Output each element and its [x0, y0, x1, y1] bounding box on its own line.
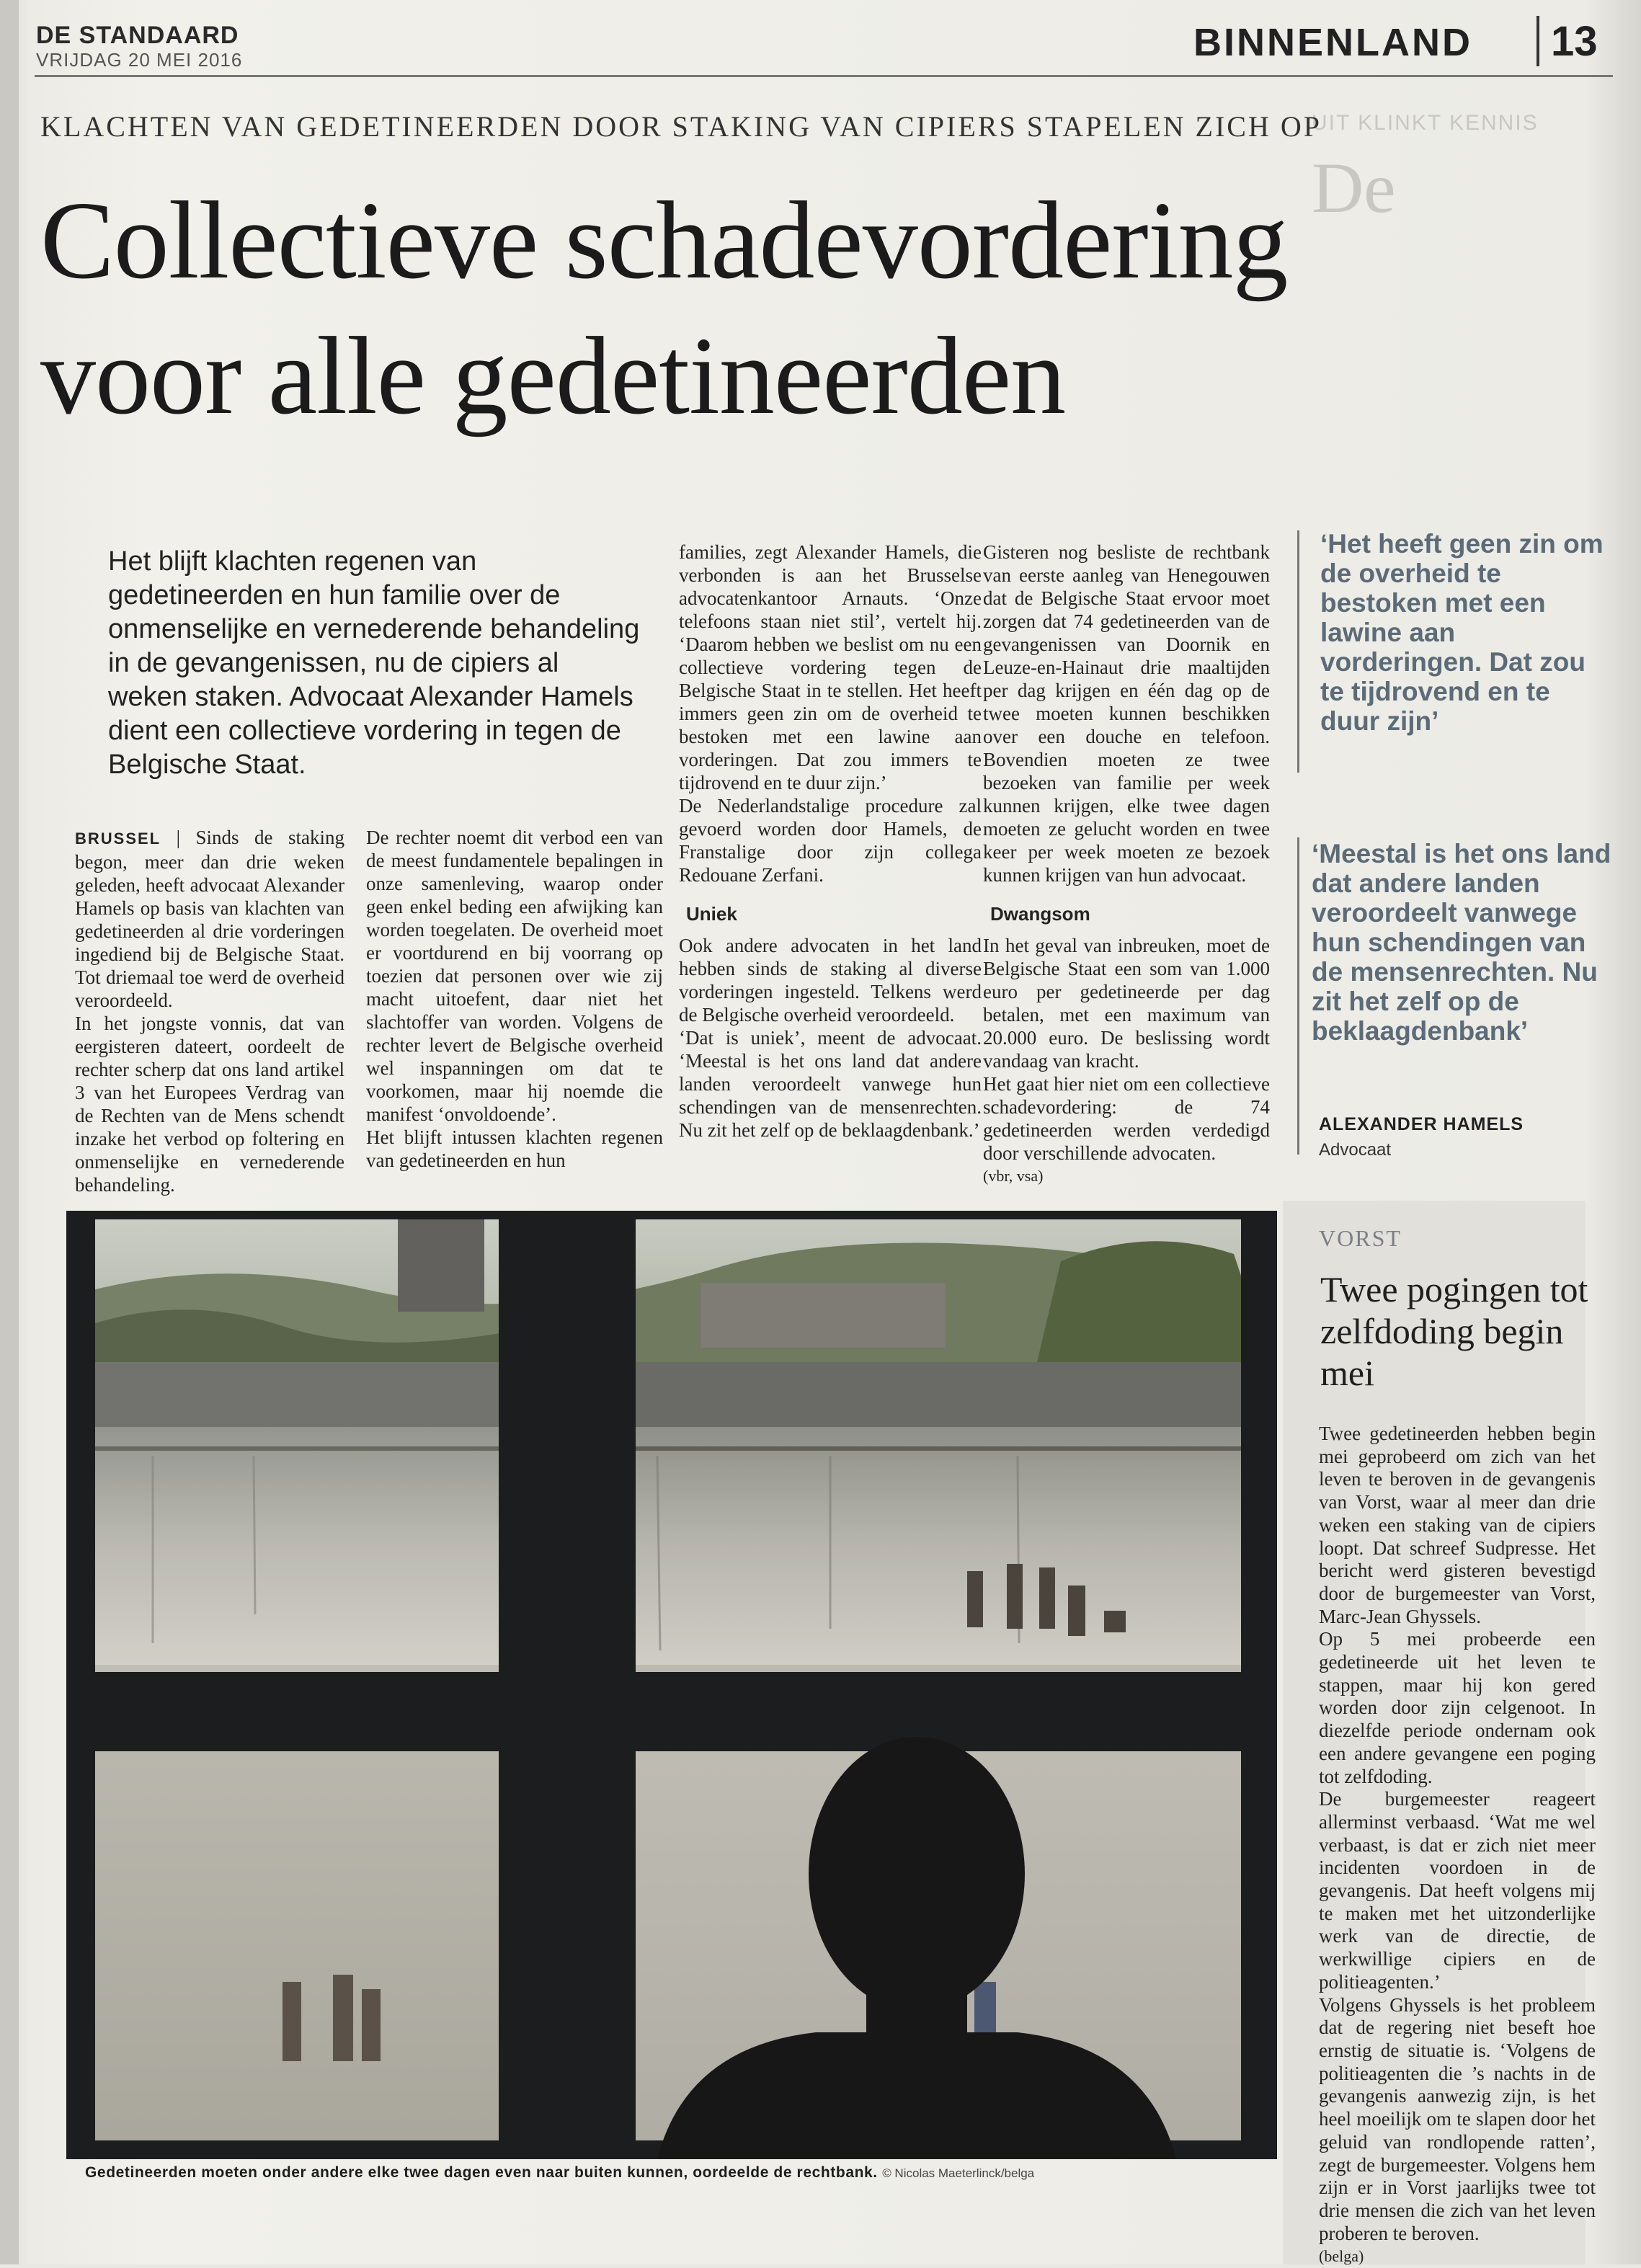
- paragraph: De rechter noemt dit verbod een van de meest fundamentele bepalingen in onze samenleving, waarop onder geen enkel beding een afwijking kan worden toegelaten. De overheid moet er voortdurend en bij voorrang op toezien dat personen over wie zij macht uitoefent, daar niet het slachtoffer van worden. Volgens de rechter levert de Belgische overheid wel inspanningen om dat te voorkomen, maar hij noemde die manifest ‘onvoldoende’.: [366, 827, 663, 1125]
- paragraph: ‘Dat is uniek’, meent de advocaat. ‘Meestal is het ons land dat andere landen veroordeelt vanwege hun schendingen van de mensenrechten. Nu zit het zelf op de beklaagdenbank.’: [679, 1027, 982, 1141]
- paragraph: In het geval van inbreuken, moet de Belgische Staat een som van 1.000 euro per gedetineerde per dag betalen, met een maximum van 20.000 euro. De beslissing wordt vandaag van kracht.: [983, 935, 1270, 1072]
- quote-rule: [1297, 837, 1299, 1155]
- paragraph: In het jongste vonnis, dat van eergisteren dateert, oordeelt de rechter scherp dat ons land artikel 3 van het Europees Verdrag van de Rechten van de Mens schendt inzake het verbod op foltering en onmenselijke en vernederende behandeling.: [75, 1013, 344, 1196]
- section-title: BINNENLAND: [1193, 21, 1472, 64]
- quote-rule: [1297, 530, 1299, 773]
- article-dateline: BRUSSEL: [75, 830, 161, 848]
- caption-text: Gedetineerden moeten onder andere elke twee dagen even naar buiten kunnen, oordeelde de rechtbank.: [85, 2164, 878, 2181]
- paragraph: Twee gedetineerden hebben begin mei geprobeerd om zich van het leven te beroven in de gevangenis van Vorst, waar al meer dan drie weken een staking van de cipiers loopt. Dat schreef Sudpresse. Het bericht werd gisteren bevestigd door de burgemeester van Vorst, Marc-Jean Ghyssels.: [1319, 1423, 1596, 1627]
- quote-attribution-role: Advocaat: [1319, 1140, 1392, 1160]
- paper-name: DE STANDAARD: [36, 22, 239, 49]
- article-column-2: [366, 826, 663, 1172]
- pull-quote-1: ‘Het heeft geen zin om de overheid te bestoken met een lawine aan vorderingen. Dat zou te tijdrovend en te duur zijn’: [1320, 529, 1604, 736]
- paragraph: families, zegt Alexander Hamels, die verbonden is aan het Brusselse advocatenkantoor Arnauts. ‘Onze telefoons staan niet stil’, vertelt hij. ‘Daarom hebben we beslist om nu een collectieve vordering tegen de Belgische Staat in te stellen. Het heeft immers geen zin om de overheid te bestoken met een lawine aan vorderingen. Dat zou immers te tijdrovend en te duur zijn.’: [679, 541, 982, 793]
- prison-yard-photo: [66, 1211, 1277, 2159]
- paragraph: Volgens Ghyssels is het probleem dat de regering niet beseft hoe ernstig de situatie is. ‘Volgens de politieagenten die ’s nachts in de gevangenis aanwezig zijn, is het heel moeilijk om te slapen door het geluid van rondlopende ratten’, zegt de burgemeester. Volgens hem zijn er in Vorst jaarlijks twee tot drie mensen die zich van het leven proberen te beroven.: [1319, 1993, 1596, 2244]
- page-number: 13: [1551, 18, 1598, 65]
- sidebar-topic: VORST: [1319, 1225, 1402, 1251]
- sidebar-headline: Twee pogingen tot zelfdoding begin mei: [1320, 1269, 1588, 1393]
- article-headline: Collectieve schadevordering voor alle gedetineerden: [40, 179, 1288, 437]
- paragraph: Gisteren nog besliste de rechtbank van eerste aanleg van Henegouwen dat de Belgische Staat ervoor moet zorgen dat 74 gedetineerden van de gevangenissen van Doornik en Leuze-en-Hainaut drie maaltijden per dag krijgen en één dag op de twee moeten kunnen beschikken over een douche en telefoon. Bovendien moeten ze twee bezoeken van familie per week kunnen krijgen, elke twee dagen moeten ze gelucht worden en twee keer per week moeten ze bezoek kunnen krijgen van hun advocaat.: [983, 541, 1270, 886]
- paragraph: Sinds de staking begon, meer dan drie weken geleden, heeft advocaat Alexander Hamels op basis van klachten van gedetineerden al drie vorderingen ingediend bij de Belgische Staat. Tot driemaal toe werd de overheid veroordeeld.: [75, 827, 344, 1011]
- article-photo: [66, 1211, 1277, 2159]
- sidebar-body: [1319, 1423, 1596, 2268]
- ghost-headline: De: [1312, 148, 1396, 228]
- ghost-kicker: UIT KLINKT KENNIS: [1312, 111, 1539, 135]
- issue-date: VRIJDAG 20 MEI 2016: [36, 49, 243, 71]
- section-divider: [1537, 16, 1539, 66]
- article-lead: Het blijft klachten regenen van gedetineerden en hun familie over de onmenselijke en vernederende behandeling in de gevangenissen, nu de cipiers al weken staken. Advocaat Alexander Hamels dient een collectieve vordering in tegen de Belgische Staat.: [108, 546, 640, 780]
- paragraph: De Nederlandstalige procedure zal gevoerd worden door Hamels, de Franstalige door zijn collega Redouane Zerfani.: [679, 795, 982, 886]
- subhead-uniek: Uniek: [686, 903, 737, 925]
- article-column-4: [983, 541, 1270, 1188]
- sidebar-credit: (belga): [1319, 2247, 1364, 2266]
- photo-credit: © Nicolas Maeterlinck/belga: [882, 2166, 1035, 2180]
- paragraph: Op 5 mei probeerde een gedetineerde uit het leven te stappen, maar hij kon gered worden door zijn celgenoot. In diezelfde periode ondernam ook een andere gevangene een poging tot zelfdoding.: [1319, 1628, 1596, 1787]
- paragraph: Het gaat hier niet om een collectieve schadevordering: de 74 gedetineerden werden verdedigd door verschillende advocaten.: [983, 1073, 1270, 1164]
- article-credit: (vbr, vsa): [983, 1167, 1044, 1185]
- header-rule: [35, 75, 1613, 77]
- paragraph: Ook andere advocaten in het land hebben sinds de staking al diverse vorderingen ingesteld. Telkens werd de Belgische overheid veroordeeld.: [679, 935, 982, 1026]
- paragraph: Het blijft intussen klachten regenen van gedetineerden en hun: [366, 1126, 663, 1171]
- photo-caption: [85, 2164, 1281, 2182]
- pull-quote-2: ‘Meestal is het ons land dat andere landen veroordeelt vanwege hun schendingen van de mensenrechten. Nu zit het zelf op de beklaagdenbank’: [1312, 839, 1611, 1046]
- subhead-dwangsom: Dwangsom: [990, 903, 1090, 925]
- quote-attribution-name: ALEXANDER HAMELS: [1319, 1114, 1524, 1134]
- dateline-separator: |: [161, 827, 196, 848]
- article-column-1: [75, 826, 344, 1196]
- paragraph: De burgemeester reageert allerminst verbaasd. ‘Wat me wel verbaast, is dat er zich niet meer incidenten voordoen in de gevangenis. Dat heeft volgens mij te maken met het uitzonderlijke werk van de directie, de werkwillige cipiers en de politieagenten.’: [1319, 1788, 1596, 1993]
- article-column-3: [679, 541, 982, 1142]
- article-kicker: KLACHTEN VAN GEDETINEERDEN DOOR STAKING VAN CIPIERS STAPELEN ZICH OP: [40, 110, 1322, 143]
- page-fold-edge: [0, 0, 19, 2264]
